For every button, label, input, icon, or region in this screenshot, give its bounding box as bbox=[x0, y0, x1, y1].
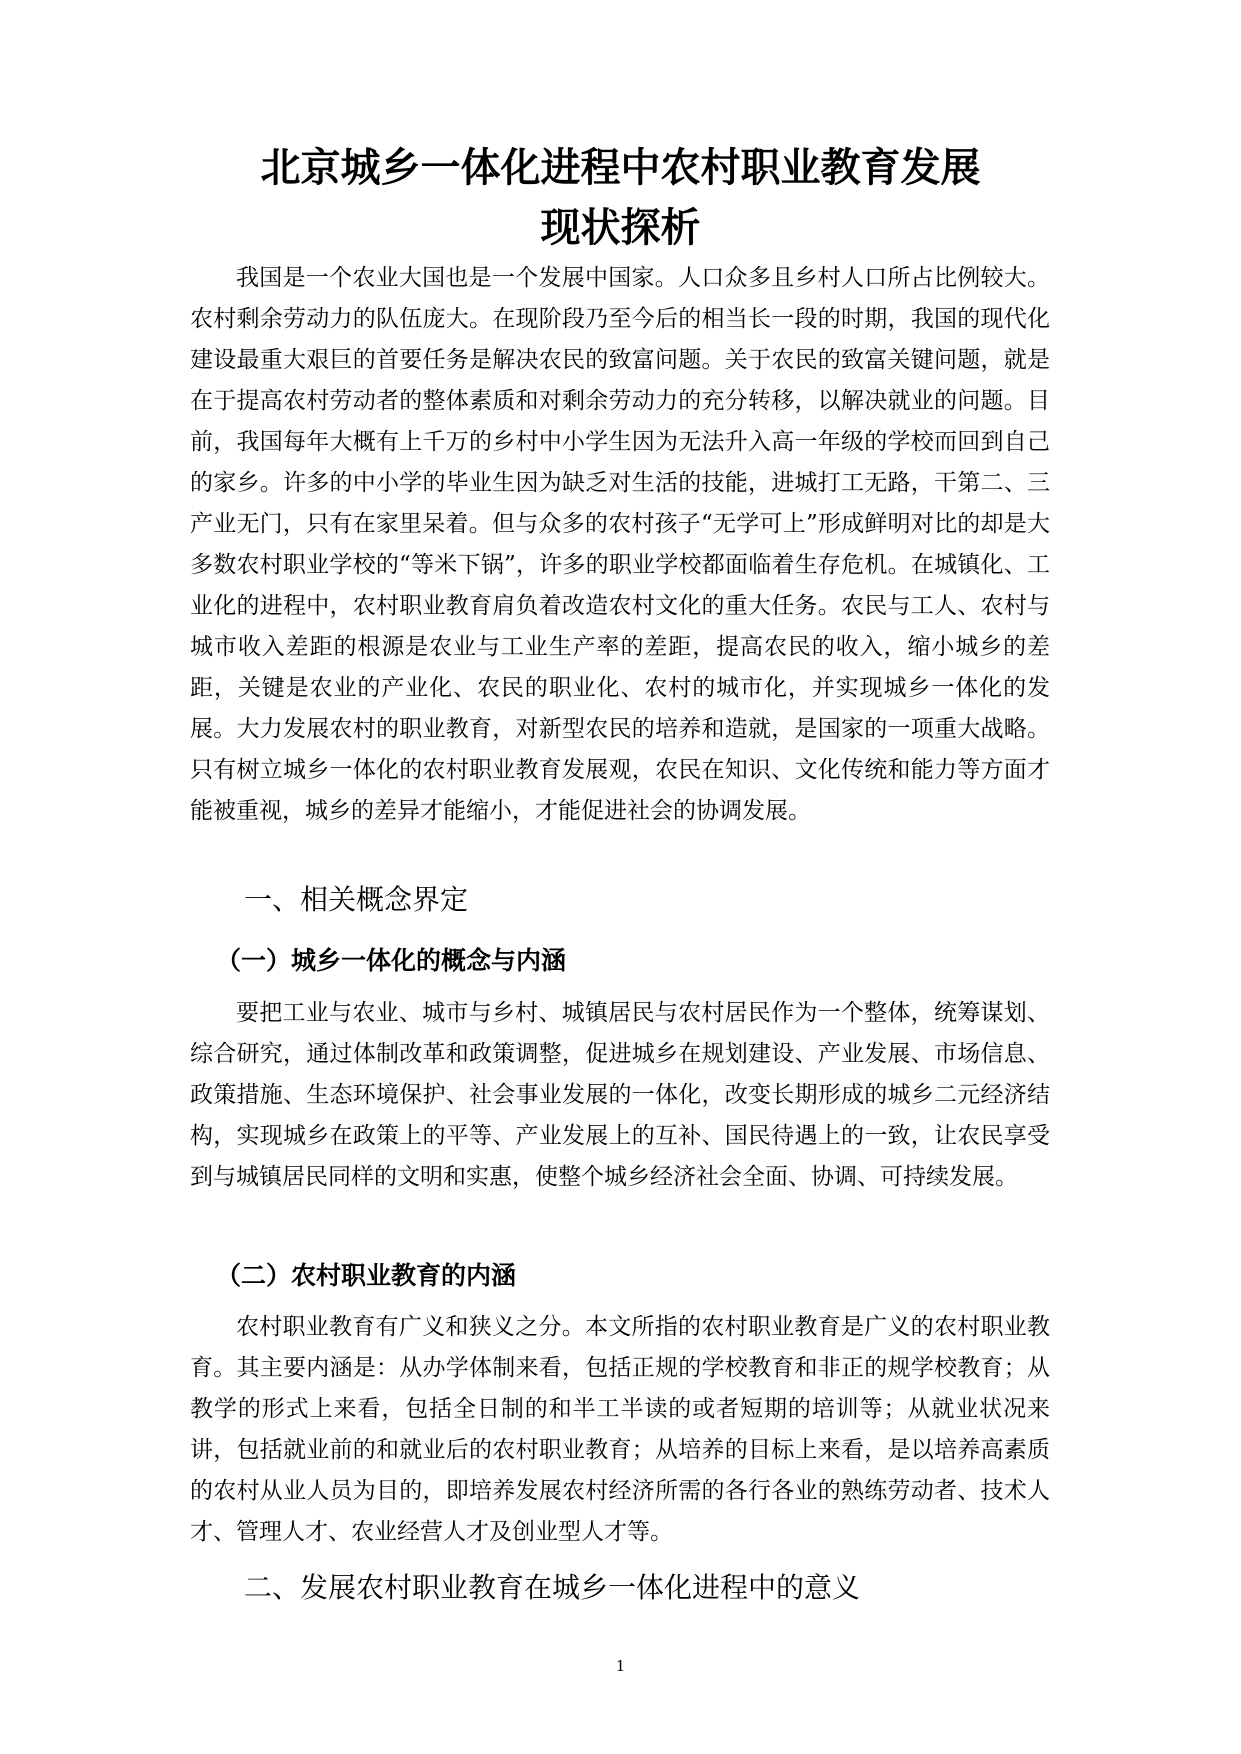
section-heading-related-concepts: 一、相关概念界定 bbox=[244, 883, 469, 916]
section-heading-significance: 二、发展农村职业教育在城乡一体化进程中的意义 bbox=[244, 1571, 861, 1604]
subsection-heading-rural-vocational-education: （二）农村职业教育的内涵 bbox=[216, 1261, 517, 1290]
rural-vocational-education-paragraph: 农村职业教育有广义和狭义之分。本文所指的农村职业教育是广义的农村职业教育。其主要内涵是：从办学体制来看，包括正规的学校教育和非正的规学校教育；从教学的形式上来看，包括全日制的和半工半读的或者短期的培训等；从就业状况来讲，包括就业前的和就业后的农村职业教育；从培养的目标上来看，是以培养高素质的农村从业人员为目的，即培养发展农村经济所需的各行各业的熟练劳动者、技术人才、管理人才、农业经营人才及创业型人才等。 bbox=[190, 1314, 1050, 1545]
document-title-line1: 北京城乡一体化进程中农村职业教育发展 bbox=[260, 145, 981, 191]
document-title-line2: 现状探析 bbox=[540, 205, 701, 251]
urban-rural-integration-paragraph: 要把工业与农业、城市与乡村、城镇居民与农村居民作为一个整体，统筹谋划、综合研究，通过体制改革和政策调整，促进城乡在规划建设、产业发展、市场信息、政策措施、生态环境保护、社会事业发展的一体化，改变长期形成的城乡二元经济结构，实现城乡在政策上的平等、产业发展上的互补、国民待遇上的一致，让农民享受到与城镇居民同样的文明和实惠，使整个城乡经济社会全面、协调、可持续发展。 bbox=[190, 1000, 1050, 1190]
subsection-heading-urban-rural-integration: （一）城乡一体化的概念与内涵 bbox=[216, 946, 567, 975]
intro-paragraph: 我国是一个农业大国也是一个发展中国家。人口众多且乡村人口所占比例较大。农村剩余劳动力的队伍庞大。在现阶段乃至今后的相当长一段的时期，我国的现代化建设最重大艰巨的首要任务是解决农民的致富问题。关于农民的致富关键问题，就是在于提高农村劳动者的整体素质和对剩余劳动力的充分转移，以解决就业的问题。目前，我国每年大概有上千万的乡村中小学生因为无法升入高一年级的学校而回到自己的家乡。许多的中小学的毕业生因为缺乏对生活的技能，进城打工无路，干第二、三产业无门，只有在家里呆着。但与众多的农村孩子“无学可上”形成鲜明对比的却是大多数农村职业学校的“等米下锅”，许多的职业学校都面临着生存危机。在城镇化、工业化的进程中，农村职业教育肩负着改造农村文化的重大任务。农民与工人、农村与城市收入差距的根源是农业与工业生产率的差距，提高农民的收入，缩小城乡的差距，关键是农业的产业化、农民的职业化、农村的城市化，并实现城乡一体化的发展。大力发展农村的职业教育，对新型农民的培养和造就，是国家的一项重大战略。只有树立城乡一体化的农村职业教育发展观，农民在知识、文化传统和能力等方面才能被重视，城乡的差异才能缩小，才能促进社会的协调发展。 bbox=[190, 265, 1050, 824]
page-number: 1 bbox=[615, 1657, 626, 1675]
